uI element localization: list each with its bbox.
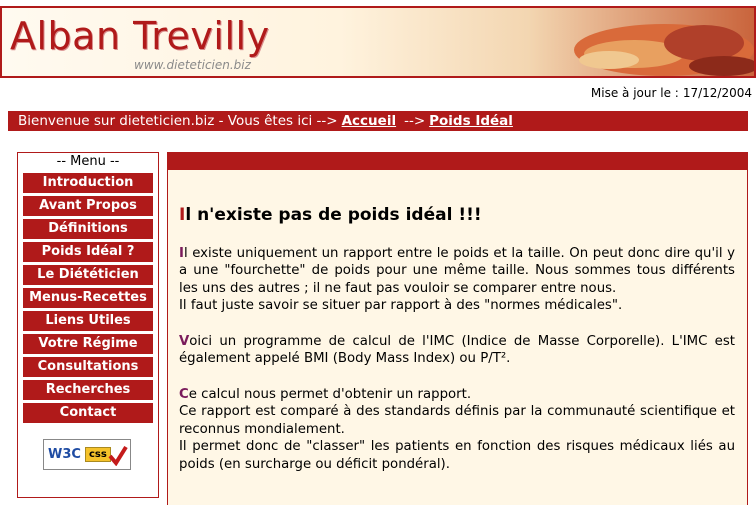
paragraph-2: Voici un programme de calcul de l'IMC (Indice de Masse Corporelle). L'IMC est également appelé BMI (Body Mass Index) ou P/T². <box>179 333 735 366</box>
site-title: Alban Trevilly <box>10 14 270 58</box>
menu-item-recherches[interactable]: Recherches <box>23 380 153 400</box>
checkmark-icon <box>108 444 128 466</box>
breadcrumb-arrow: --> <box>404 113 426 129</box>
breadcrumb <box>8 111 748 131</box>
menu-item-definitions[interactable]: Définitions <box>23 219 153 239</box>
menu-item-introduction[interactable]: Introduction <box>23 173 153 193</box>
food-photo-image <box>514 8 754 76</box>
breadcrumb-link-poids-ideal[interactable]: Poids Idéal <box>429 113 513 129</box>
menu-item-menus-recettes[interactable]: Menus-Recettes <box>23 288 153 308</box>
css-logo-text: css <box>85 447 111 462</box>
menu-item-le-dieteticien[interactable]: Le Diététicien <box>23 265 153 285</box>
w3c-css-badge[interactable] <box>43 439 131 470</box>
content-header-bar <box>168 153 747 170</box>
menu-title: -- Menu -- <box>56 154 120 169</box>
menu-item-consultations[interactable]: Consultations <box>23 357 153 377</box>
menu-item-avant-propos[interactable]: Avant Propos <box>23 196 153 216</box>
content-title: Il n'existe pas de poids idéal !!! <box>179 205 482 225</box>
w3c-logo-text: W3C <box>48 447 81 462</box>
content-panel <box>167 152 748 505</box>
paragraph-1: Il existe uniquement un rapport entre le poids et la taille. On peut donc dire qu'il y a une "fourchette" de poids pour une même taille. Nous sommes tous différents les uns des autres ; il ne faut pas vouloir se comparer entre nous. Il faut juste savoir se situer par rapport à des "normes médicales". <box>179 245 735 313</box>
left-menu <box>17 152 159 498</box>
menu-item-poids-ideal[interactable]: Poids Idéal ? <box>23 242 153 262</box>
paragraph-3: Ce calcul nous permet d'obtenir un rapport. Ce rapport est comparé à des standards définis par la communauté scientifique et reconnus mondialement. Il permet donc de "classer" les patients en fonction des risques médicaux liés au poids (en surcharge ou déficit pondéral). <box>179 386 735 472</box>
content-body <box>168 170 747 473</box>
site-header <box>0 6 756 78</box>
breadcrumb-welcome: Bienvenue sur dieteticien.biz - Vous êtes ici --> <box>18 113 338 129</box>
breadcrumb-link-accueil[interactable]: Accueil <box>341 113 397 129</box>
site-url: www.dieteticien.biz <box>134 58 251 72</box>
menu-item-contact[interactable]: Contact <box>23 403 153 423</box>
menu-item-votre-regime[interactable]: Votre Régime <box>23 334 153 354</box>
menu-item-liens-utiles[interactable]: Liens Utiles <box>23 311 153 331</box>
update-date: Mise à jour le : 17/12/2004 <box>590 86 752 100</box>
